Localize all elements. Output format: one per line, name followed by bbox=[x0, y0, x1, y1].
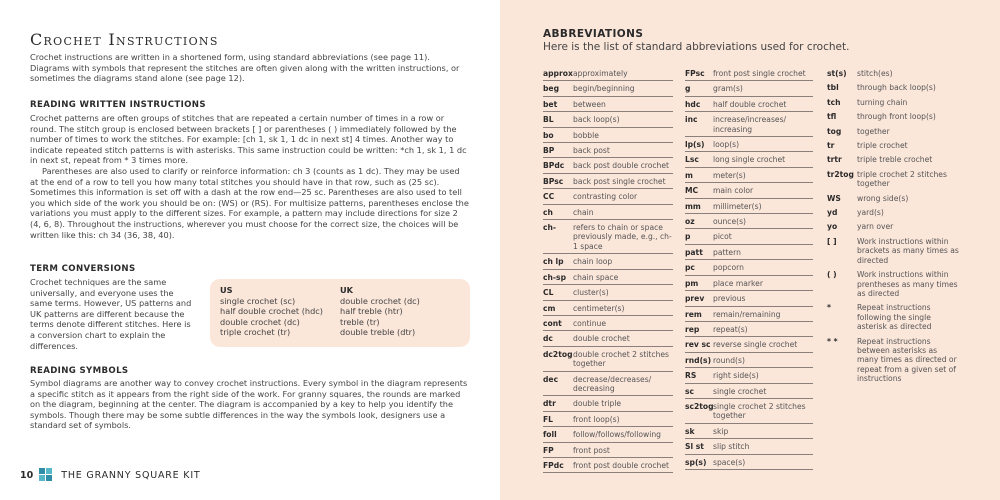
abbreviation-row bbox=[827, 219, 959, 233]
term-conversions-text: Crochet techniques are the same universally, and everyone uses the same terms. However, US patterns and UK patterns are different because the terms denote different stitches. Here is a conversion chart to explain the differences. bbox=[30, 277, 192, 351]
abbreviation-definition: double crochet 2 stitches together bbox=[573, 349, 670, 369]
abbreviation-term: rev sc bbox=[685, 340, 711, 350]
abbreviation-row bbox=[685, 291, 813, 306]
abbreviation-row bbox=[543, 66, 673, 81]
abbreviation-row bbox=[543, 347, 673, 372]
abbreviation-term: sk bbox=[685, 426, 695, 436]
abbreviation-definition: skip bbox=[713, 426, 729, 436]
abbreviation-definition: back post bbox=[573, 146, 610, 156]
abbreviation-column-2 bbox=[685, 66, 813, 470]
abbreviation-definition: single crochet bbox=[713, 386, 767, 396]
abbreviation-definition: yarn over bbox=[857, 222, 894, 232]
abbreviation-term: RS bbox=[685, 371, 697, 381]
abbreviation-definition: front loop(s) bbox=[573, 414, 620, 424]
abbreviation-term: foll bbox=[543, 430, 557, 440]
abbreviation-row bbox=[685, 353, 813, 368]
abbreviation-row bbox=[543, 443, 673, 458]
reading-symbols-text: Symbol diagrams are another way to convey crochet instructions. Every symbol in the diagram represents a specific stitch as it appears from the right side of the work. For granny squares, the rounds are marked on the diagram, beginning at the center. The diagram is accompanied by a key to help you identify the symbols. Though there may be some subtle differences in the way the symbols look, designers use a standard set of symbols. bbox=[30, 378, 468, 431]
abbreviation-row bbox=[685, 168, 813, 183]
us-column bbox=[220, 285, 323, 338]
abbreviation-row bbox=[543, 112, 673, 127]
abbreviation-row bbox=[827, 167, 959, 191]
abbreviation-row bbox=[685, 455, 813, 470]
abbreviation-definition: front post single crochet bbox=[713, 69, 806, 78]
intro-paragraph: Crochet instructions are written in a shortened form, using standard abbreviations (see page 11). Diagrams with symbols that represent the stitches are often given along with the written instructions, or sometimes the diagrams stand alone (see page 12). bbox=[30, 52, 460, 84]
abbreviation-term: ch-sp bbox=[543, 272, 567, 282]
abbreviation-definition: main color bbox=[713, 186, 754, 196]
abbreviation-row bbox=[543, 81, 673, 96]
us-term: half double crochet (hdc) bbox=[220, 306, 323, 316]
abbreviation-term: [ ] bbox=[827, 236, 837, 246]
abbreviation-term: mm bbox=[685, 201, 701, 211]
abbreviation-row bbox=[685, 112, 813, 137]
abbreviation-term: dtr bbox=[543, 399, 556, 409]
abbreviation-row bbox=[543, 458, 673, 473]
abbreviation-row bbox=[543, 254, 673, 269]
abbreviation-definition: approximately bbox=[573, 69, 628, 78]
abbreviation-term: approx bbox=[543, 69, 573, 78]
abbreviation-term: sc2tog bbox=[685, 401, 714, 411]
abbreviation-term: BPsc bbox=[543, 176, 564, 186]
abbreviation-term: bo bbox=[543, 130, 554, 140]
us-label: US bbox=[220, 285, 233, 295]
abbreviation-definition: long single crochet bbox=[713, 155, 786, 165]
abbreviation-definition: half double crochet bbox=[713, 99, 787, 109]
abbreviation-row bbox=[685, 260, 813, 275]
abbreviation-term: g bbox=[685, 84, 691, 94]
abbreviation-definition: chain loop bbox=[573, 257, 613, 267]
abbreviation-row bbox=[685, 229, 813, 244]
reading-written-heading: READING WRITTEN INSTRUCTIONS bbox=[30, 100, 206, 110]
abbreviation-row bbox=[685, 276, 813, 291]
abbreviation-term: trtr bbox=[827, 155, 842, 165]
abbreviation-row bbox=[827, 124, 959, 138]
abbreviation-definition: Work instructions within prentheses as many times as directed bbox=[857, 270, 958, 298]
abbreviation-definition: round(s) bbox=[713, 355, 745, 365]
abbreviation-row bbox=[685, 66, 813, 81]
abbreviation-column-1 bbox=[543, 66, 673, 473]
abbreviation-row bbox=[827, 138, 959, 152]
reading-written-text bbox=[30, 113, 470, 240]
abbreviation-row bbox=[543, 372, 673, 397]
abbreviation-row bbox=[543, 412, 673, 427]
abbreviation-definition: ounce(s) bbox=[713, 217, 747, 227]
abbreviation-definition: millimeter(s) bbox=[713, 201, 762, 211]
abbreviation-definition: between bbox=[573, 99, 606, 109]
abbreviation-definition: centimeter(s) bbox=[573, 303, 625, 313]
abbreviation-definition: reverse single crochet bbox=[713, 340, 798, 350]
abbreviation-term: pc bbox=[685, 263, 695, 273]
abbreviation-term: rep bbox=[685, 324, 700, 334]
abbreviation-row bbox=[543, 205, 673, 220]
abbreviation-term: m bbox=[685, 170, 693, 180]
uk-label: UK bbox=[340, 285, 353, 295]
abbreviation-term: WS bbox=[827, 193, 841, 203]
abbreviation-row bbox=[827, 234, 959, 267]
abbreviation-definition: back loop(s) bbox=[573, 115, 620, 125]
abbreviation-row bbox=[685, 384, 813, 399]
abbreviation-term: BP bbox=[543, 146, 555, 156]
abbreviation-definition: front post double crochet bbox=[573, 460, 670, 470]
abbreviation-definition: begin/beginning bbox=[573, 84, 635, 94]
us-term: triple crochet (tr) bbox=[220, 327, 291, 337]
abbreviation-definition: meter(s) bbox=[713, 170, 746, 180]
page-footer bbox=[20, 468, 201, 482]
abbreviation-row bbox=[543, 331, 673, 346]
abbreviation-row bbox=[685, 337, 813, 352]
abbreviation-row bbox=[827, 267, 959, 300]
abbreviation-row bbox=[543, 97, 673, 112]
abbreviation-term: ch lp bbox=[543, 257, 564, 267]
abbreviation-row bbox=[827, 300, 959, 333]
abbreviation-row bbox=[685, 368, 813, 383]
abbreviation-row bbox=[685, 399, 813, 424]
abbreviations-subtitle: Here is the list of standard abbreviations used for crochet. bbox=[543, 41, 850, 53]
abbreviation-term: * * bbox=[827, 336, 838, 346]
abbreviation-column-3 bbox=[827, 66, 959, 386]
uk-term: treble (tr) bbox=[340, 316, 380, 327]
abbreviation-definition: repeat(s) bbox=[713, 324, 748, 334]
abbreviation-term: dec bbox=[543, 374, 559, 384]
reading-written-paragraph-2: Parentheses are also used to clarify or reinforce information: ch 3 (counts as 1 dc). They may be used at the end of a row to tell you how many total stitches you should have in that row, such as (25 sc). Sometimes this information is set off with a dash at the row end—25 sc. Parentheses are also used to tell you which side of the work you should be on: (WS) or (RS). For multisize patterns, parentheses enclose the variations you must apply to the different sizes. For example, a pattern may include directions for size 2 (4, 6, 8). Throughout the instructions, wherever you must choose for the correct size, the choices will be written like this: ch 34 (36, 38, 40). bbox=[30, 165, 469, 240]
abbreviation-term: BPdc bbox=[543, 161, 565, 171]
abbreviation-term: rem bbox=[685, 309, 702, 319]
abbreviation-row bbox=[543, 396, 673, 411]
abbreviation-row bbox=[543, 301, 673, 316]
abbreviation-term: ch bbox=[543, 207, 553, 217]
abbreviation-definition: double crochet bbox=[573, 334, 630, 344]
abbreviation-row bbox=[543, 189, 673, 204]
uk-term: double treble (dtr) bbox=[340, 327, 416, 337]
abbreviation-definition: follow/follows/following bbox=[573, 430, 662, 440]
abbreviation-term: sp(s) bbox=[685, 457, 707, 467]
abbreviation-definition: gram(s) bbox=[713, 84, 743, 94]
abbreviation-term: tbl bbox=[827, 83, 839, 93]
uk-term: half treble (htr) bbox=[340, 306, 403, 316]
abbreviation-term: hdc bbox=[685, 99, 701, 109]
abbreviation-definition: Repeat instructions following the single asterisk as directed bbox=[857, 303, 932, 332]
abbreviation-row bbox=[685, 199, 813, 214]
abbreviation-row bbox=[685, 245, 813, 260]
abbreviation-definition: triple treble crochet bbox=[857, 155, 933, 165]
abbreviation-definition: picot bbox=[713, 232, 732, 242]
abbreviation-term: * bbox=[827, 303, 831, 313]
abbreviation-term: tr2tog bbox=[827, 169, 854, 179]
abbreviation-definition: Work instructions within brackets as many times as directed bbox=[857, 236, 959, 265]
abbreviation-row bbox=[685, 97, 813, 112]
abbreviation-term: Lsc bbox=[685, 155, 699, 165]
abbreviation-definition: right side(s) bbox=[713, 371, 759, 381]
abbreviation-row bbox=[543, 316, 673, 331]
abbreviation-term: FP bbox=[543, 445, 554, 455]
abbreviation-term: tfl bbox=[827, 112, 837, 122]
abbreviation-term: p bbox=[685, 232, 691, 242]
term-conversions-heading: TERM CONVERSIONS bbox=[30, 264, 136, 274]
abbreviation-definition: through front loop(s) bbox=[857, 112, 936, 122]
abbreviation-definition: triple crochet bbox=[857, 141, 908, 151]
abbreviation-row bbox=[827, 66, 959, 80]
abbreviation-definition: Repeat instructions between asterisks as many times as directed or repeat from a given set of instructions bbox=[857, 336, 957, 384]
abbreviation-term: FL bbox=[543, 414, 554, 424]
abbreviation-term: lp(s) bbox=[685, 140, 705, 150]
abbreviation-definition: remain/remaining bbox=[713, 309, 781, 319]
abbreviation-row bbox=[827, 152, 959, 166]
reading-written-paragraph-1: Crochet patterns are often groups of stitches that are repeated a certain number of times in a row or round. The stitch group is enclosed between brackets [ ] or parentheses ( ) immediately followed by the number of times to work the stitches. For example: [ch 1, sk 1, 1 dc in next st] 4 times. Another way to indicate repeated stitch patterns is with asterisks. This same instruction could be written: *ch 1, sk 1, 1 dc in next st, repeat from * 3 times more. bbox=[30, 113, 467, 166]
abbreviation-definition: contrasting color bbox=[573, 192, 638, 202]
abbreviation-row bbox=[685, 183, 813, 198]
abbreviation-definition: single crochet 2 stitches together bbox=[713, 401, 806, 421]
abbreviation-definition: back post single crochet bbox=[573, 176, 666, 186]
abbreviation-row bbox=[685, 214, 813, 229]
abbreviation-term: CL bbox=[543, 288, 554, 298]
abbreviation-row bbox=[543, 143, 673, 158]
abbreviation-definition: slip stitch bbox=[713, 442, 750, 452]
abbreviation-term: beg bbox=[543, 84, 560, 94]
abbreviation-row bbox=[827, 205, 959, 219]
us-term: double crochet (dc) bbox=[220, 316, 300, 327]
abbreviation-row bbox=[543, 285, 673, 300]
abbreviation-row bbox=[685, 322, 813, 337]
abbreviation-definition: yard(s) bbox=[857, 208, 884, 218]
abbreviation-term: prev bbox=[685, 294, 705, 304]
abbreviation-term: ( ) bbox=[827, 270, 837, 280]
abbreviation-term: tog bbox=[827, 126, 842, 136]
abbreviation-term: dc2tog bbox=[543, 349, 573, 359]
abbreviation-definition: refers to chain or space previously made, e.g., ch-1 space bbox=[573, 223, 672, 251]
abbreviation-row bbox=[543, 427, 673, 442]
abbreviation-definition: through back loop(s) bbox=[857, 83, 936, 93]
book-title: THE GRANNY SQUARE KIT bbox=[61, 469, 201, 481]
reading-symbols-heading: READING SYMBOLS bbox=[30, 366, 129, 376]
abbreviation-definition: pattern bbox=[713, 247, 741, 257]
abbreviation-term: pm bbox=[685, 278, 699, 288]
abbreviation-row bbox=[543, 270, 673, 285]
abbreviation-row bbox=[685, 439, 813, 454]
abbreviation-definition: decrease/decreases/ decreasing bbox=[573, 374, 652, 393]
abbreviation-term: ch- bbox=[543, 223, 557, 233]
abbreviation-term: MC bbox=[685, 186, 699, 196]
abbreviation-definition: chain space bbox=[573, 272, 619, 282]
abbreviations-title: ABBREVIATIONS bbox=[543, 28, 644, 40]
abbreviation-term: yd bbox=[827, 208, 838, 218]
abbreviation-term: inc bbox=[685, 115, 698, 125]
abbreviation-term: tr bbox=[827, 141, 835, 151]
abbreviation-definition: turning chain bbox=[857, 97, 908, 107]
abbreviation-definition: cluster(s) bbox=[573, 288, 609, 298]
abbreviation-row bbox=[543, 174, 673, 189]
abbreviation-row bbox=[543, 128, 673, 143]
us-term: single crochet (sc) bbox=[220, 295, 296, 306]
abbreviation-term: rnd(s) bbox=[685, 355, 712, 365]
abbreviation-term: FPdc bbox=[543, 460, 564, 470]
abbreviation-definition: chain bbox=[573, 207, 594, 217]
abbreviation-term: bet bbox=[543, 99, 558, 109]
abbreviation-definition: space(s) bbox=[713, 457, 746, 467]
abbreviation-row bbox=[543, 158, 673, 173]
abbreviation-definition: stitch(es) bbox=[857, 69, 893, 78]
abbreviation-row bbox=[827, 80, 959, 94]
abbreviation-row bbox=[685, 152, 813, 167]
abbreviation-row bbox=[827, 191, 959, 205]
abbreviation-definition: increase/increases/ increasing bbox=[713, 115, 787, 134]
abbreviation-definition: bobble bbox=[573, 130, 599, 140]
granny-square-logo-icon bbox=[39, 468, 53, 482]
abbreviation-row bbox=[543, 220, 673, 254]
abbreviation-term: yo bbox=[827, 222, 838, 232]
abbreviation-term: patt bbox=[685, 247, 703, 257]
abbreviation-definition: triple crochet 2 stitches together bbox=[857, 169, 947, 189]
uk-term: double crochet (dc) bbox=[340, 295, 420, 306]
abbreviation-definition: double triple bbox=[573, 399, 622, 409]
abbreviation-term: FPsc bbox=[685, 69, 705, 78]
abbreviation-term: Sl st bbox=[685, 442, 704, 452]
page-number: 10 bbox=[20, 469, 34, 481]
abbreviation-definition: previous bbox=[713, 294, 746, 304]
abbreviation-row bbox=[685, 424, 813, 439]
abbreviation-term: cm bbox=[543, 303, 556, 313]
abbreviation-term: tch bbox=[827, 97, 841, 107]
conversion-chart bbox=[210, 279, 470, 347]
abbreviation-term: oz bbox=[685, 217, 695, 227]
chapter-title: Crochet Instructions bbox=[30, 30, 219, 49]
abbreviation-row bbox=[827, 334, 959, 386]
abbreviation-row bbox=[827, 109, 959, 123]
abbreviation-term: CC bbox=[543, 192, 555, 202]
abbreviation-definition: front post bbox=[573, 445, 610, 455]
abbreviation-row bbox=[827, 95, 959, 109]
abbreviation-definition: back post double crochet bbox=[573, 161, 669, 171]
abbreviation-row bbox=[685, 81, 813, 96]
abbreviation-definition: wrong side(s) bbox=[857, 193, 909, 203]
abbreviation-row bbox=[685, 307, 813, 322]
uk-column bbox=[340, 285, 420, 338]
abbreviation-term: sc bbox=[685, 386, 695, 396]
abbreviation-term: BL bbox=[543, 115, 554, 125]
abbreviation-row bbox=[685, 137, 813, 152]
abbreviation-definition: place marker bbox=[713, 278, 763, 288]
abbreviation-definition: loop(s) bbox=[713, 140, 740, 150]
abbreviation-definition: popcorn bbox=[713, 263, 744, 273]
abbreviation-term: st(s) bbox=[827, 69, 847, 78]
abbreviation-term: dc bbox=[543, 334, 553, 344]
abbreviation-term: cont bbox=[543, 318, 562, 328]
abbreviation-definition: continue bbox=[573, 318, 607, 328]
abbreviation-definition: together bbox=[857, 126, 890, 136]
